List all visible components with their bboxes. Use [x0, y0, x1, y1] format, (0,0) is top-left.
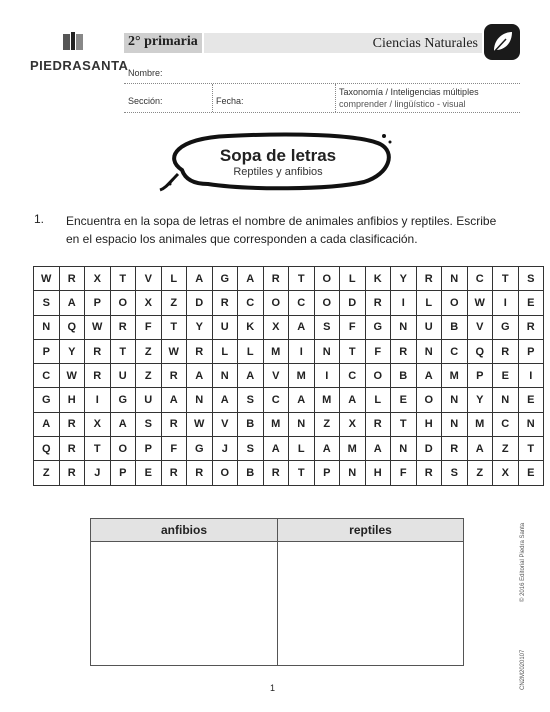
grid-cell: Q: [34, 437, 60, 461]
grid-cell: I: [314, 364, 340, 388]
grid-cell: S: [238, 437, 264, 461]
grid-cell: N: [289, 412, 315, 436]
grid-cell: G: [187, 437, 213, 461]
grid-cell: G: [365, 315, 391, 339]
divider: [335, 84, 336, 112]
grid-cell: N: [391, 315, 417, 339]
grid-cell: A: [467, 437, 493, 461]
grid-cell: S: [518, 267, 544, 291]
grid-cell: Y: [467, 388, 493, 412]
grid-row: [34, 267, 544, 291]
grid-cell: C: [340, 364, 366, 388]
grid-cell: C: [289, 291, 315, 315]
grid-cell: R: [161, 412, 187, 436]
book-logo-icon: [62, 32, 84, 52]
grid-cell: T: [289, 461, 315, 485]
taxonomy-detail: comprender / lingüístico - visual: [339, 99, 466, 109]
taxonomy-label: Taxonomía / Inteligencias múltiples: [339, 87, 479, 97]
grid-cell: N: [518, 412, 544, 436]
grid-cell: N: [187, 388, 213, 412]
grid-cell: X: [340, 412, 366, 436]
grid-cell: W: [187, 412, 213, 436]
grid-cell: F: [365, 339, 391, 363]
grid-cell: P: [34, 339, 60, 363]
grid-cell: Y: [187, 315, 213, 339]
grid-cell: X: [263, 315, 289, 339]
grid-cell: I: [85, 388, 111, 412]
grid-cell: L: [416, 291, 442, 315]
grid-cell: Y: [391, 267, 417, 291]
grid-cell: L: [289, 437, 315, 461]
grid-cell: V: [263, 364, 289, 388]
grid-cell: T: [85, 437, 111, 461]
grid-cell: M: [340, 437, 366, 461]
grid-cell: R: [187, 339, 213, 363]
grid-cell: T: [518, 437, 544, 461]
grid-cell: R: [365, 412, 391, 436]
grid-cell: H: [365, 461, 391, 485]
grid-cell: R: [161, 364, 187, 388]
grid-cell: I: [391, 291, 417, 315]
grid-cell: R: [161, 461, 187, 485]
column-divider: [277, 519, 278, 665]
grid-cell: S: [238, 388, 264, 412]
grid-row: [34, 412, 544, 436]
grid-cell: T: [110, 339, 136, 363]
grid-cell: B: [391, 364, 417, 388]
grid-cell: O: [110, 291, 136, 315]
grid-cell: S: [442, 461, 468, 485]
grid-cell: Q: [467, 339, 493, 363]
grid-cell: R: [59, 267, 85, 291]
grid-cell: M: [467, 412, 493, 436]
grid-cell: C: [238, 291, 264, 315]
grid-cell: B: [442, 315, 468, 339]
grid-cell: L: [161, 267, 187, 291]
grid-cell: E: [518, 461, 544, 485]
grid-cell: M: [314, 388, 340, 412]
worksheet-title: Sopa de letras: [219, 146, 337, 165]
grid-cell: I: [289, 339, 315, 363]
grid-cell: R: [263, 461, 289, 485]
section-line: [124, 112, 520, 113]
grid-cell: N: [34, 315, 60, 339]
grid-cell: N: [391, 437, 417, 461]
grid-cell: L: [238, 339, 264, 363]
grid-cell: R: [59, 437, 85, 461]
grid-cell: T: [110, 267, 136, 291]
grid-cell: M: [263, 412, 289, 436]
grid-cell: U: [136, 388, 162, 412]
grid-cell: N: [442, 412, 468, 436]
grid-cell: N: [340, 461, 366, 485]
grid-cell: C: [467, 267, 493, 291]
grid-cell: A: [59, 291, 85, 315]
grid-cell: A: [238, 364, 264, 388]
grid-cell: A: [289, 315, 315, 339]
fecha-label: Fecha:: [216, 96, 244, 106]
grid-cell: S: [136, 412, 162, 436]
grid-cell: H: [59, 388, 85, 412]
grid-cell: A: [187, 267, 213, 291]
grid-cell: Z: [136, 339, 162, 363]
grid-cell: R: [391, 339, 417, 363]
grid-cell: T: [493, 267, 519, 291]
grid-cell: A: [161, 388, 187, 412]
grid-cell: A: [212, 388, 238, 412]
grid-cell: E: [518, 388, 544, 412]
grid-cell: R: [263, 267, 289, 291]
grid-cell: R: [212, 291, 238, 315]
grid-cell: C: [34, 364, 60, 388]
grid-cell: R: [416, 267, 442, 291]
grid-row: [34, 291, 544, 315]
grid-cell: A: [238, 267, 264, 291]
page-number: 1: [270, 683, 276, 693]
copyright-text: © 2016 Editorial Piedra Santa: [520, 522, 526, 602]
grid-cell: R: [518, 315, 544, 339]
grid-cell: X: [85, 412, 111, 436]
grid-cell: H: [416, 412, 442, 436]
grid-cell: D: [187, 291, 213, 315]
grid-cell: R: [59, 412, 85, 436]
grid-cell: Z: [136, 364, 162, 388]
grid-cell: Y: [59, 339, 85, 363]
answer-table: [90, 518, 464, 666]
nombre-label: Nombre:: [128, 68, 163, 78]
grid-cell: B: [238, 461, 264, 485]
grid-cell: W: [161, 339, 187, 363]
subject-label: Ciencias Naturales: [372, 36, 478, 51]
grid-cell: G: [493, 315, 519, 339]
grid-cell: A: [263, 437, 289, 461]
grid-cell: F: [391, 461, 417, 485]
column-header-anfibios: anfibios: [91, 519, 277, 542]
grid-cell: O: [212, 461, 238, 485]
grid-cell: N: [416, 339, 442, 363]
grid-cell: V: [136, 267, 162, 291]
publisher-name: PIEDRASANTA: [30, 58, 129, 73]
grid-cell: W: [34, 267, 60, 291]
word-search-grid: [33, 266, 544, 486]
grid-cell: R: [365, 291, 391, 315]
grid-cell: P: [136, 437, 162, 461]
grid-cell: M: [289, 364, 315, 388]
grid-cell: N: [212, 364, 238, 388]
grid-row: [34, 437, 544, 461]
grid-cell: Z: [34, 461, 60, 485]
grid-cell: I: [493, 291, 519, 315]
worksheet-subtitle: Reptiles y anfibios: [233, 166, 323, 178]
grid-cell: L: [365, 388, 391, 412]
grid-cell: A: [314, 437, 340, 461]
grid-cell: Q: [59, 315, 85, 339]
grid-cell: K: [238, 315, 264, 339]
grid-cell: U: [212, 315, 238, 339]
grid-cell: V: [467, 315, 493, 339]
grid-cell: R: [416, 461, 442, 485]
grid-cell: E: [391, 388, 417, 412]
grid-cell: E: [518, 291, 544, 315]
grid-row: [34, 461, 544, 485]
grid-cell: K: [365, 267, 391, 291]
grid-cell: U: [110, 364, 136, 388]
grid-cell: R: [110, 315, 136, 339]
grid-cell: O: [416, 388, 442, 412]
grid-cell: S: [34, 291, 60, 315]
document-code: CN2M2020107: [520, 649, 526, 690]
grid-cell: Z: [314, 412, 340, 436]
grid-cell: G: [212, 267, 238, 291]
grid-cell: B: [238, 412, 264, 436]
grid-cell: A: [340, 388, 366, 412]
grid-cell: X: [136, 291, 162, 315]
divider: [212, 84, 213, 112]
grid-cell: R: [187, 461, 213, 485]
grid-cell: F: [136, 315, 162, 339]
grid-cell: C: [493, 412, 519, 436]
grid-cell: R: [493, 339, 519, 363]
grid-cell: E: [493, 364, 519, 388]
grid-cell: A: [365, 437, 391, 461]
grid-cell: X: [493, 461, 519, 485]
grid-cell: R: [85, 364, 111, 388]
grid-cell: M: [263, 339, 289, 363]
grid-cell: N: [314, 339, 340, 363]
grid-cell: T: [161, 315, 187, 339]
grid-cell: Z: [161, 291, 187, 315]
grid-cell: O: [365, 364, 391, 388]
instruction-text: Encuentra en la sopa de letras el nombre de animales anfibios y reptiles. Escribe en el espacio los animales que corresponden a cada clasificación.: [66, 214, 497, 246]
grid-cell: O: [314, 291, 340, 315]
grid-cell: C: [263, 388, 289, 412]
grid-cell: P: [314, 461, 340, 485]
grid-cell: A: [34, 412, 60, 436]
grid-cell: T: [340, 339, 366, 363]
grid-row: [34, 339, 544, 363]
seccion-label: Sección:: [128, 96, 163, 106]
grid-cell: E: [136, 461, 162, 485]
grade-label: 2° primaria: [128, 34, 198, 49]
grid-cell: O: [442, 291, 468, 315]
grid-cell: M: [442, 364, 468, 388]
grid-cell: T: [289, 267, 315, 291]
grid-cell: F: [161, 437, 187, 461]
grid-cell: V: [212, 412, 238, 436]
grid-cell: L: [340, 267, 366, 291]
grid-cell: P: [85, 291, 111, 315]
grid-cell: L: [212, 339, 238, 363]
grid-cell: P: [110, 461, 136, 485]
grid-cell: C: [442, 339, 468, 363]
grid-cell: A: [110, 412, 136, 436]
grid-cell: N: [442, 267, 468, 291]
grid-cell: A: [289, 388, 315, 412]
grid-cell: T: [391, 412, 417, 436]
leaf-icon: [484, 24, 520, 60]
grid-cell: R: [59, 461, 85, 485]
grid-cell: A: [416, 364, 442, 388]
grid-row: [34, 315, 544, 339]
grid-cell: O: [314, 267, 340, 291]
grid-cell: P: [518, 339, 544, 363]
grid-cell: O: [110, 437, 136, 461]
grid-cell: G: [110, 388, 136, 412]
grid-cell: G: [34, 388, 60, 412]
grid-cell: D: [340, 291, 366, 315]
grid-cell: W: [467, 291, 493, 315]
grid-cell: R: [442, 437, 468, 461]
grid-cell: W: [85, 315, 111, 339]
grid-cell: D: [416, 437, 442, 461]
grid-cell: J: [212, 437, 238, 461]
grid-cell: J: [85, 461, 111, 485]
grid-cell: R: [85, 339, 111, 363]
grid-cell: O: [263, 291, 289, 315]
column-header-reptiles: reptiles: [278, 519, 463, 542]
grid-cell: Z: [467, 461, 493, 485]
grid-row: [34, 364, 544, 388]
grid-cell: I: [518, 364, 544, 388]
grid-cell: F: [340, 315, 366, 339]
grid-cell: U: [416, 315, 442, 339]
grid-cell: P: [467, 364, 493, 388]
instruction-number: 1.: [34, 212, 45, 226]
grid-row: [34, 388, 544, 412]
grid-cell: Z: [493, 437, 519, 461]
grid-cell: S: [314, 315, 340, 339]
grid-cell: N: [493, 388, 519, 412]
grid-cell: W: [59, 364, 85, 388]
grid-cell: X: [85, 267, 111, 291]
grid-cell: A: [187, 364, 213, 388]
nombre-line: [124, 83, 520, 84]
grid-cell: N: [442, 388, 468, 412]
